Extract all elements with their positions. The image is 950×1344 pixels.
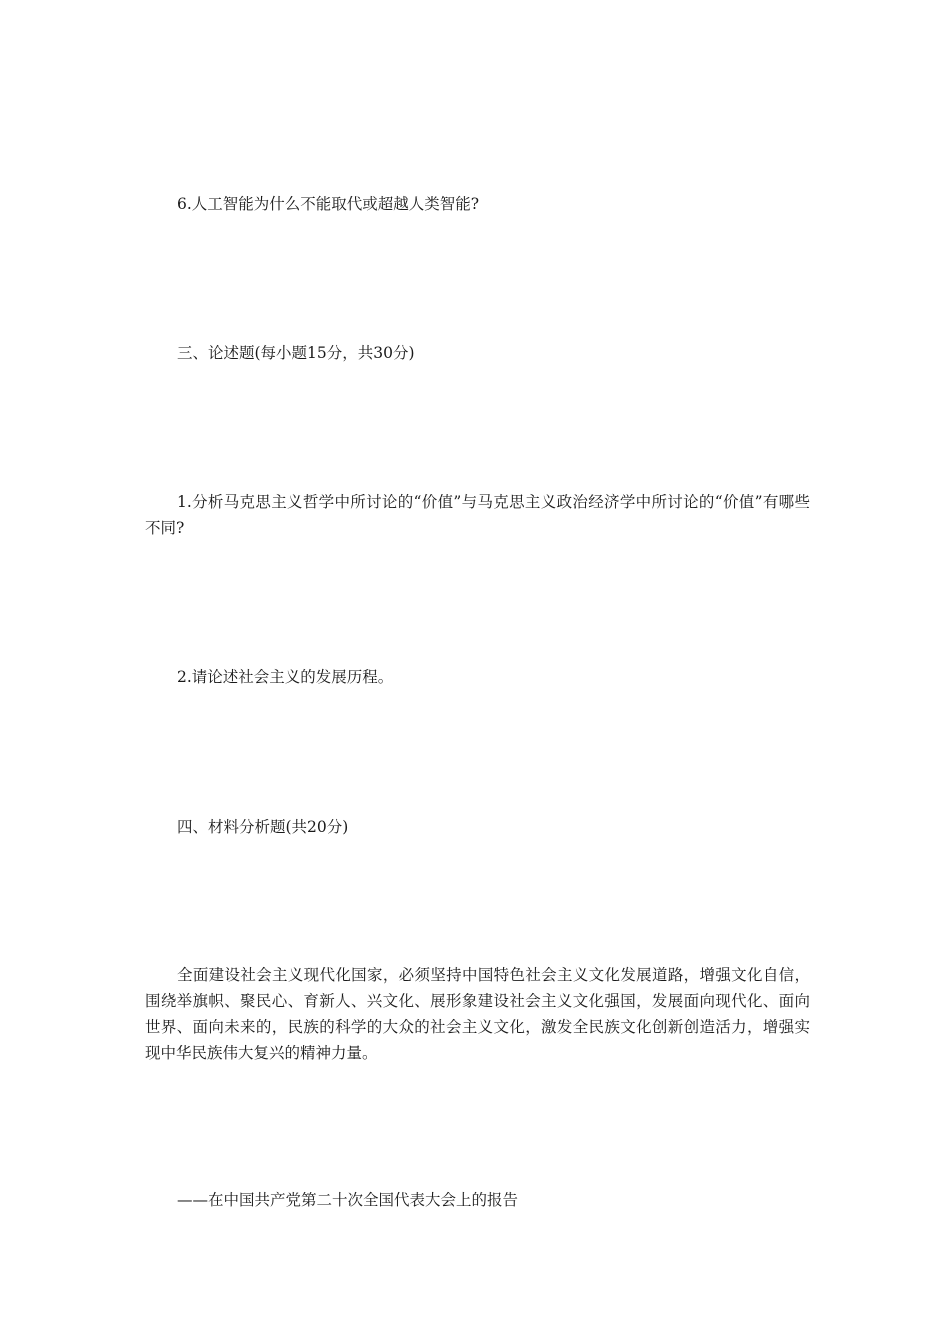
- section-3-heading: 三、论述题(每小题15分，共30分): [177, 344, 415, 362]
- section-4-heading: 四、材料分析题(共20分): [177, 818, 349, 836]
- material-paragraph: 全面建设社会主义现代化国家，必须坚持中国特色社会主义文化发展道路，增强文化自信，围绕举旗帜、聚民心、育新人、兴文化、展形象建设社会主义文化强国，发展面向现代化、面向世界、面向未来的，民族的科学的大众的社会主义文化，激发全民族文化创新创造活力，增强实现中华民族伟大复兴的精神力量。: [145, 966, 810, 1062]
- essay-question-2: 2.请论述社会主义的发展历程。: [177, 668, 394, 686]
- question-6: 6.人工智能为什么不能取代或超越人类智能?: [177, 195, 480, 213]
- material-source: ——在中国共产党第二十次全国代表大会上的报告: [177, 1191, 519, 1209]
- essay-question-1: 1.分析马克思主义哲学中所讨论的“价值”与马克思主义政治经济学中所讨论的“价值”有哪些不同?: [145, 493, 810, 537]
